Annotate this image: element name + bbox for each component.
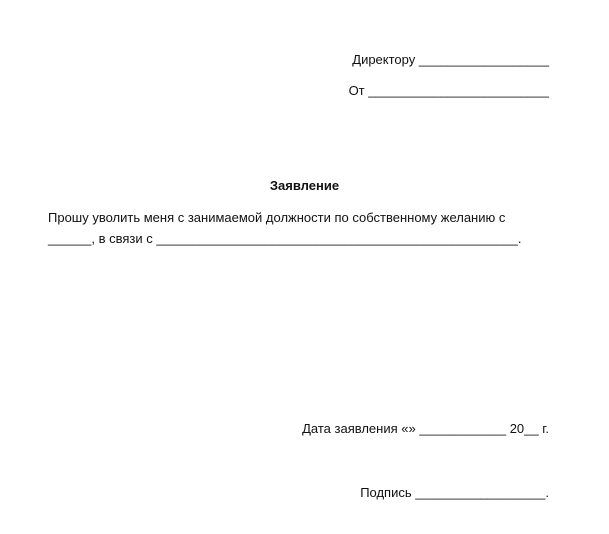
application-date-line: Дата заявления «» ____________ 20__ г. xyxy=(302,421,549,436)
sender-from-line: От _________________________ xyxy=(348,83,549,98)
statement-body-line-1: Прошу уволить меня с занимаемой должности по собственному желанию с xyxy=(48,210,506,225)
signature-line: Подпись __________________. xyxy=(360,485,549,500)
document-title: Заявление xyxy=(269,178,340,193)
recipient-director-line: Директору __________________ xyxy=(352,52,549,67)
statement-body-line-2: ______, в связи с __________________________________________________. xyxy=(48,231,522,246)
